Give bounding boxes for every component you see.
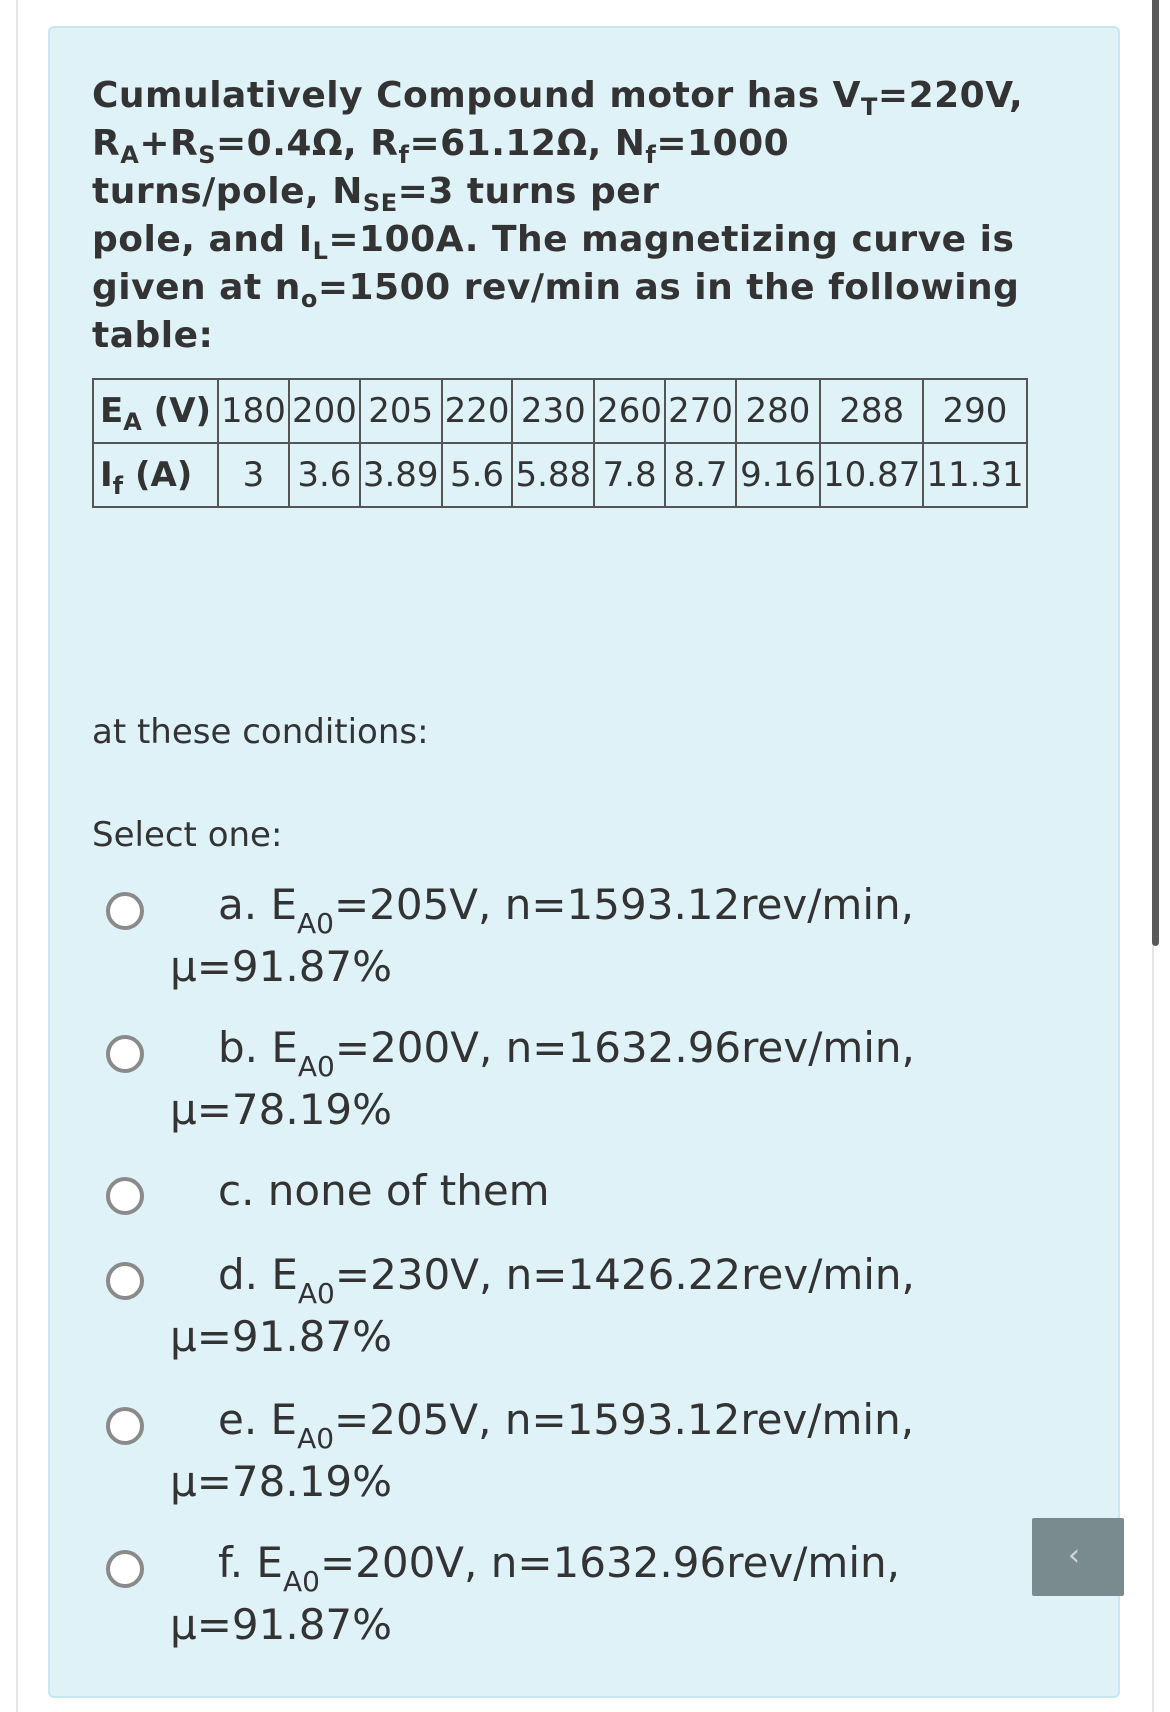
radio-option-b[interactable] <box>106 1035 144 1073</box>
table-cell: 260 <box>594 379 665 443</box>
page-edge-left <box>16 0 18 1712</box>
table-cell: 200 <box>289 379 360 443</box>
table-row-if <box>93 443 1027 507</box>
table-cell: 7.8 <box>594 443 665 507</box>
table-row-ea <box>93 379 1027 443</box>
table-row-header-if: $I_f$ (A) <box>93 443 218 507</box>
table-cell: 280 <box>736 379 820 443</box>
table-cell: 180 <box>218 379 289 443</box>
radio-option-f[interactable] <box>106 1550 144 1588</box>
option-a-text[interactable]: a. $E_{A0}=205V$, n=1593.12rev/min, μ=91.87% <box>170 880 914 991</box>
table-cell: 11.31 <box>923 443 1026 507</box>
question-line-2: $R_A+R_S=0.4\Omega$, $R_f=61.12\Omega$, $N_f=1000$ <box>92 123 790 169</box>
radio-option-a[interactable] <box>106 892 144 930</box>
question-line-4: pole, and $I_L=100A$. The magnetizing curve is <box>92 219 1015 265</box>
scrollbar[interactable] <box>1152 0 1159 946</box>
table-cell: 205 <box>360 379 442 443</box>
table-cell: 5.88 <box>512 443 594 507</box>
option-d-text[interactable]: d. $E_{A0}=230V$, n=1426.22rev/min, μ=91.87% <box>170 1250 915 1361</box>
option-c-text[interactable]: c. none of them <box>218 1166 550 1215</box>
table-cell: 3.6 <box>289 443 360 507</box>
radio-option-e[interactable] <box>106 1407 144 1445</box>
table-cell: 3 <box>218 443 289 507</box>
option-b-text[interactable]: b. $E_{A0}=200V$, n=1632.96rev/min, μ=78.19% <box>170 1023 915 1134</box>
radio-option-c[interactable] <box>106 1177 144 1215</box>
chevron-left-icon: ‹ <box>1068 1538 1080 1573</box>
table-cell: 8.7 <box>665 443 736 507</box>
option-e-text[interactable]: e. $E_{A0}=205V$, n=1593.12rev/min, μ=78.19% <box>170 1395 915 1506</box>
table-cell: 10.87 <box>820 443 923 507</box>
magnetizing-curve-table <box>92 378 1028 508</box>
table-cell: 230 <box>512 379 594 443</box>
question-line-3: turns/pole, $N_{SE}=3$ turns per <box>92 171 660 217</box>
table-row-header-ea: $E_A$ (V) <box>93 379 218 443</box>
question-line-1: Cumulatively Compound motor has $V_T=220V$, <box>92 75 1024 121</box>
question-line-5: given at $n_o=1500$ rev/min as in the following <box>92 267 1020 313</box>
collapse-nav-button[interactable] <box>1032 1518 1124 1596</box>
table-cell: 290 <box>923 379 1026 443</box>
table-cell: 270 <box>665 379 736 443</box>
option-f-text[interactable]: f. $E_{A0}=200V$, n=1632.96rev/min, μ=91.87% <box>170 1538 900 1649</box>
table-cell: 220 <box>442 379 513 443</box>
question-text <box>92 72 1032 360</box>
question-line-6: table: <box>92 315 214 356</box>
table-cell: 5.6 <box>442 443 513 507</box>
table-cell: 288 <box>820 379 923 443</box>
table-cell: 3.89 <box>360 443 442 507</box>
radio-option-d[interactable] <box>106 1262 144 1300</box>
conditions-text: at these conditions: <box>92 712 429 752</box>
select-one-label: Select one: <box>92 815 283 855</box>
table-cell: 9.16 <box>736 443 820 507</box>
